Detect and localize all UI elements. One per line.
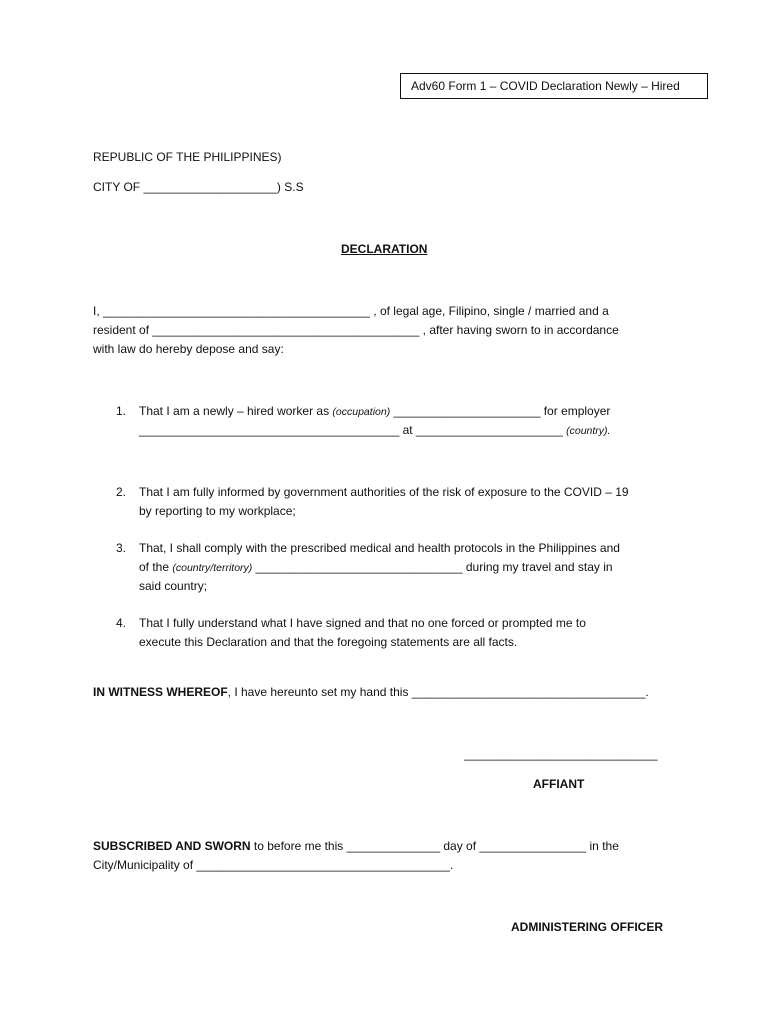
occupation-hint: (occupation)	[332, 406, 391, 418]
intro-line-3: with law do hereby depose and say:	[93, 342, 284, 356]
affiant-label: AFFIANT	[533, 777, 585, 791]
document-title: DECLARATION	[341, 242, 428, 256]
administering-officer-label: ADMINISTERING OFFICER	[511, 920, 663, 934]
country-territory-hint: (country/territory)	[172, 562, 253, 574]
intro-line-1: I, ________________________________________ , of legal age, Filipino, single / married and a	[93, 304, 609, 318]
item-number: 3.	[116, 541, 127, 555]
form-label-box: Adv60 Form 1 – COVID Declaration Newly – Hired	[400, 73, 708, 99]
affiant-signature-line: _____________________________	[464, 747, 658, 761]
item-number: 1.	[116, 404, 127, 418]
item-2-line-2: by reporting to my workplace;	[139, 504, 296, 518]
item-3-line-2: of the (country/territory) _______________________________ during my travel and stay in	[139, 560, 613, 574]
subscribed-line-1: SUBSCRIBED AND SWORN to before me this ______________ day of ________________ in the	[93, 839, 619, 853]
item-3-line-1: That, I shall comply with the prescribed medical and health protocols in the Philippines and	[139, 541, 620, 555]
country-hint: (country).	[566, 425, 611, 437]
witness-line: IN WITNESS WHEREOF, I have hereunto set my hand this ___________________________________.	[93, 685, 649, 699]
item-number: 2.	[116, 485, 127, 499]
item-1-line-2: _______________________________________ at ______________________ (country).	[139, 423, 611, 437]
item-number: 4.	[116, 616, 127, 630]
item-3-line-3: said country;	[139, 579, 208, 593]
venue-republic: REPUBLIC OF THE PHILIPPINES)	[93, 150, 282, 164]
item-2-line-1: That I am fully informed by government authorities of the risk of exposure to the COVID – 19	[139, 485, 629, 499]
item-4-line-2: execute this Declaration and that the foregoing statements are all facts.	[139, 635, 518, 649]
venue-city: CITY OF ____________________) S.S	[93, 180, 304, 194]
item-1-line-1: That I am a newly – hired worker as (occupation) ______________________ for employer	[139, 404, 611, 418]
subscribed-line-2: City/Municipality of ______________________________________.	[93, 858, 454, 872]
intro-line-2: resident of ________________________________________ , after having sworn to in accordance	[93, 323, 619, 337]
item-4-line-1: That I fully understand what I have signed and that no one forced or prompted me to	[139, 616, 586, 630]
